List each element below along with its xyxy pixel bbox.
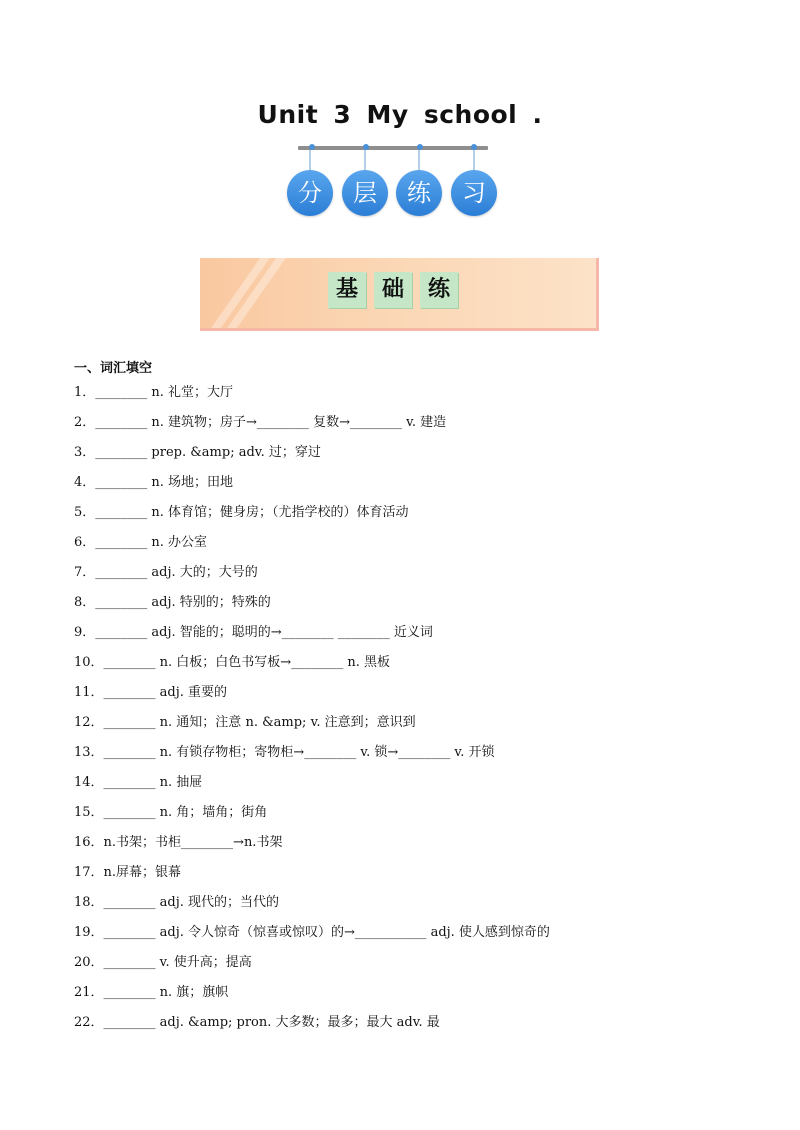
list-item: 4．________ n. 场地；田地: [74, 475, 234, 490]
list-item: 10．________ n. 白板；白色书写板→________ n. 黑板: [74, 655, 390, 670]
banner-char: 基: [328, 272, 366, 308]
list-item: 13．________ n. 有锁存物柜；寄物柜→________ v. 锁→________ v. 开锁: [74, 745, 495, 760]
vocabulary-list: [74, 381, 734, 1041]
list-item: 3．________ prep. &amp; adv. 过；穿过: [74, 445, 321, 460]
banner-char: 练: [420, 272, 458, 308]
layered-practice-badges: [0, 170, 800, 220]
list-item: 5．________ n. 体育馆；健身房；（尤指学校的）体育活动: [74, 505, 409, 520]
list-item: 16．n.书架；书柜________→n.书架: [74, 835, 283, 850]
badge-circle: 习: [451, 170, 497, 216]
list-item: 11．________ adj. 重要的: [74, 685, 228, 700]
list-item: 18．________ adj. 现代的；当代的: [74, 895, 280, 910]
circle-stem: [309, 150, 311, 172]
list-item: 1．________ n. 礼堂；大厅: [74, 385, 234, 400]
circle-stem: [418, 150, 420, 172]
list-item: 14．________ n. 抽屉: [74, 775, 203, 790]
list-item: 7．________ adj. 大的；大号的: [74, 565, 258, 580]
title-divider: [298, 146, 488, 150]
badge-circle: 层: [342, 170, 388, 216]
section-banner: [200, 258, 599, 331]
list-item: 15．________ n. 角；墙角；街角: [74, 805, 268, 820]
page-title: Unit 3 My school .: [257, 100, 543, 129]
list-item: 2．________ n. 建筑物；房子→________ 复数→________ v. 建造: [74, 415, 447, 430]
list-item: 6．________ n. 办公室: [74, 535, 208, 550]
list-item: 21．________ n. 旗；旗帜: [74, 985, 229, 1000]
circle-stem: [364, 150, 366, 172]
list-item: 9．________ adj. 智能的；聪明的→________ ________ 近义词: [74, 625, 433, 640]
list-item: 22．________ adj. &amp; pron. 大多数；最多；最大 adv. 最: [74, 1015, 440, 1030]
badge-circle: 分: [287, 170, 333, 216]
banner-char: 础: [374, 272, 412, 308]
section-heading: 一、词汇填空: [74, 361, 153, 376]
banner-label: [328, 272, 458, 308]
list-item: 8．________ adj. 特别的；特殊的: [74, 595, 271, 610]
list-item: 19．________ adj. 令人惊奇（惊喜或惊叹）的→___________ adj. 使人感到惊奇的: [74, 925, 550, 940]
list-item: 20．________ v. 使升高；提高: [74, 955, 252, 970]
list-item: 12．________ n. 通知；注意 n. &amp; v. 注意到；意识到: [74, 715, 416, 730]
badge-circle: 练: [396, 170, 442, 216]
list-item: 17．n.屏幕；银幕: [74, 865, 182, 880]
circle-stem: [473, 150, 475, 172]
